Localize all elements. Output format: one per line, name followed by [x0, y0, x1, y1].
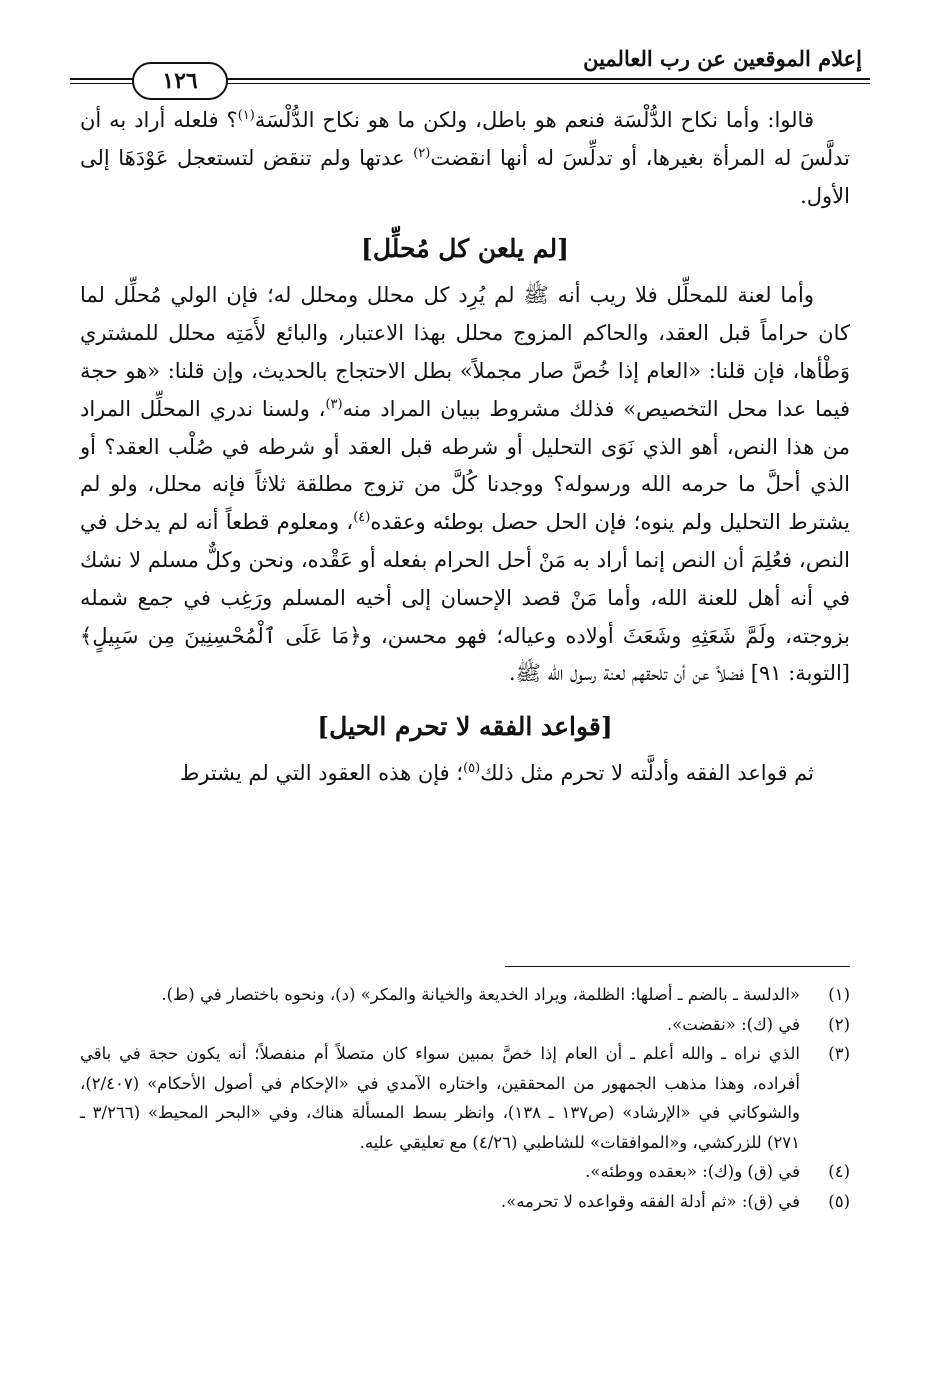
footnote-text: في (ق) و(ك): «بعقده ووطئه». [585, 1162, 800, 1181]
paragraph-2: وأما لعنة للمحلِّل فلا ريب أنه ﷺ لم يُرِد كل محلل ومحلل له؛ فإن الولي مُحلِّل لما كان حراماً قبل العقد، والحاكم المزوج محلل بهذا الاعتبار، والبائع لأَمَتِه محلل للمشتري وَطْأها، فإن قلنا: «العام إذا خُصَّ صار مجملاً» بطل الاحتجاج بالحديث، وإن قلنا: «هو حجة فيما عدا محل التخصيص» فذلك مشروط ببيان المراد منه$^{(٣)}$، ولسنا ندري المحلِّل المراد من هذا النص، أهو الذي نَوَى التحليل أو شرطه قبل العقد أو شرطه في صُلْب العقد؟ أو الذي أحلَّ ما حرمه الله ورسوله؟ ووجدنا كُلَّ من تزوج مطلقة ثلاثاً فإنه محلل، ولو لم يشترط التحليل ولم ينوه؛ فإن الحل حصل بوطئه وعقده$^{(٤)}$، ومعلوم قطعاً أنه لم يدخل في النص، فعُلِمَ أن النص إنما أراد به مَنْ أحل الحرام بفعله أو عَقْده، ونحن وكلٌّ مسلم لا نشك في أنه أهل للعنة الله، وأما مَنْ قصد الإحسان إلى أخيه المسلم ورَغِب في جمع شمله بزوجته، ولَمَّ شَعَثِهِ وشَعَثَ أولاده وعياله؛ فهو محسن، و﴿مَا عَلَى ٱلْمُحْسِنِينَ مِن سَبِيلٍ﴾ [التوبة: ٩١] فضلاً عن أن تلحقهم لعنة رسول الله ﷺ. [80, 283, 850, 686]
footnote-ref-1[interactable]: (١) [237, 108, 255, 123]
running-title: إعلام الموقعين عن رب العالمين [583, 46, 862, 71]
main-text [80, 102, 850, 793]
footnotes [80, 980, 850, 1216]
footnote-ref-3[interactable]: (٣) [325, 396, 343, 412]
footnote-text: «الدلسة ـ بالضم ـ أصلها: الظلمة، ويراد الخديعة والخيانة والمكر» (د)، ونحوه باختصار في (ط). [161, 985, 800, 1004]
footnote-separator [505, 966, 850, 967]
footnote [80, 1010, 850, 1040]
footnote [80, 1187, 850, 1217]
footnote-text: في (ق): «ثم أدلة الفقه وقواعده لا تحرمه». [500, 1191, 800, 1211]
footnote [80, 980, 850, 1010]
footnote-number: (١) [828, 985, 850, 1004]
footnote-number: (٢) [828, 1014, 850, 1034]
footnote-number: (٤) [828, 1162, 850, 1181]
footnote [80, 1157, 850, 1187]
footnote [80, 1039, 850, 1157]
section-heading-1: [لم يلعن كل مُحلِّل] [361, 234, 569, 264]
paragraph-1: قالوا: وأما نكاح الدُّلْسَة فنعم هو باطل، ولكن ما هو نكاح الدُّلْسَة$^{(١)}$؟ فلعله أراد به أن تدلَّسَ له المرأة بغيرها، أو تدلِّسَ له أنها انقضت$^{(٢)}$ عدتها ولم تنقض لتستعجل عَوْدَهَا إلى الأول. [80, 108, 850, 208]
page-header [70, 38, 870, 102]
footnote-ref-2[interactable]: (٢) [413, 145, 431, 161]
section-heading-2: [قواعد الفقه لا تحرم الحيل] [317, 712, 613, 742]
page-number: ١٢٦ [132, 62, 228, 100]
footnote-ref-5[interactable]: (٥) [463, 761, 481, 777]
footnote-number: (٣) [828, 1044, 850, 1063]
footnote-text: الذي نراه ـ والله أعلم ـ أن العام إذا خصَّ بمبين سواء كان متصلاً أم منفصلاً؛ أنه يكون حجة في باقي أفراده، وهذا مذهب الجمهور من المحققين، واختاره الآمدي في «الإحكام في أصول الأحكام» (٢/٤٠٧)، والشوكاني في «الإرشاد» (ص١٣٧ ـ ١٣٨)، وانظر بسط المسألة هناك، وفي «البحر المحيط» (٣/٢٦٦ ـ ٢٧١) للزركشي، و«الموافقات» للشاطبي (٤/٢٦) مع تعليقي عليه. [80, 1044, 800, 1152]
footnote-text: في (ك): «نقضت». [666, 1014, 800, 1034]
paragraph-3: ثم قواعد الفقه وأدلَّته لا تحرم مثل ذلك$^{(٥)}$؛ فإن هذه العقود التي لم يشترط [179, 761, 814, 786]
footnote-number: (٥) [828, 1191, 850, 1211]
footnote-ref-4[interactable]: (٤) [353, 510, 371, 526]
